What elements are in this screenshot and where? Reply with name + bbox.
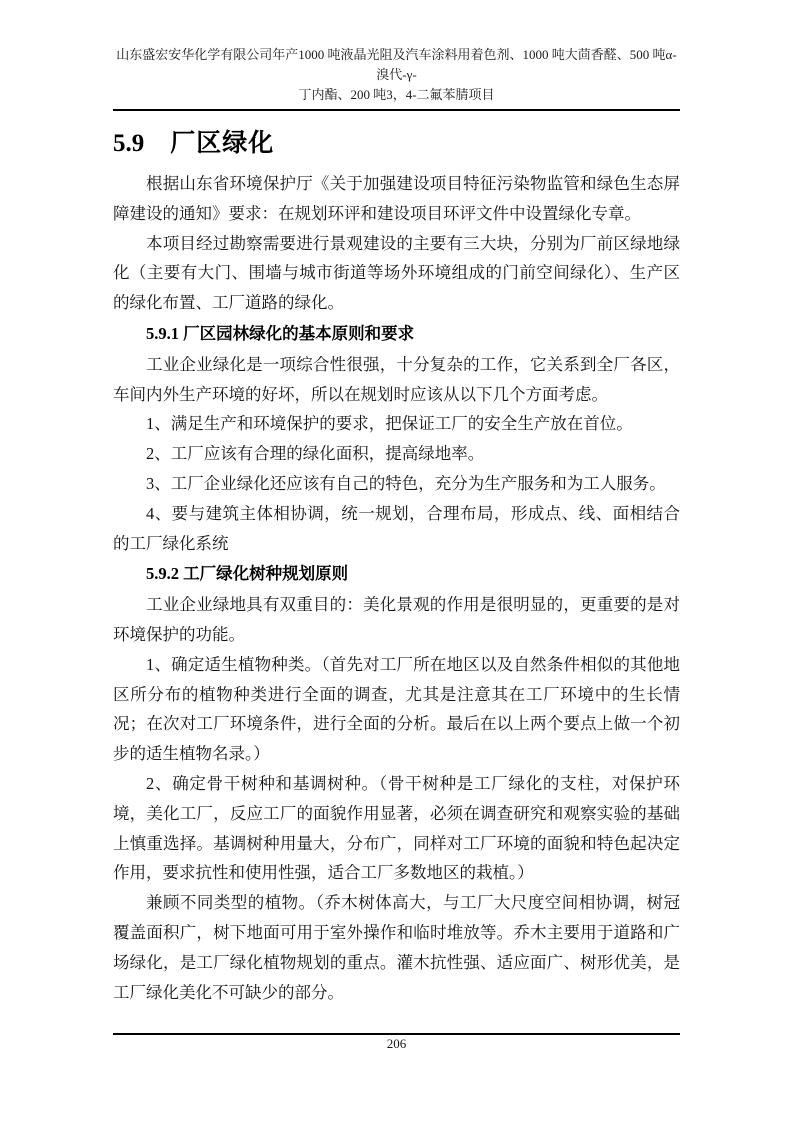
section-title-text: 厂区绿化 xyxy=(170,130,275,157)
running-header-line1: 山东盛宏安华化学有限公司年产1000 吨液晶光阻及汽车涂料用着色剂、1000 吨大茴香醛、500 吨α-溴代-γ- xyxy=(116,47,677,82)
paragraph: 工业企业绿化是一项综合性很强，十分复杂的工作，它关系到全厂各区，车间内外生产环境的好坏，所以在规划时应该从以下几个方面考虑。 xyxy=(113,354,680,404)
running-header xyxy=(113,45,680,111)
paragraph: 工业企业绿地具有双重目的：美化景观的作用是很明显的，更重要的是对环境保护的功能。 xyxy=(113,595,680,644)
list-item: 1、确定适生植物种类。（首先对工厂所在地区以及自然条件相似的其他地区所分布的植物种类进行全面的调查，尤其是注意其在工厂环境中的生长情况；在次对工厂环境条件，进行全面的分析。最后在以上两个要点上做一个初步的适生植物名录。） xyxy=(113,654,680,764)
list-item: 2、确定骨干树种和基调树种。（骨干树种是工厂绿化的支柱，对保护环境，美化工厂，反应工厂的面貌作用显著，必须在调查研究和观察实验的基础上慎重选择。基调树种用量大，分布广，同样对工厂环境的面貌和特色起决定作用，要求抗性和使用性强，适合工厂多数地区的栽植。） xyxy=(113,773,680,883)
section-heading-5-9-2: 5.9.2 工厂绿化树种规划原则 xyxy=(146,564,349,584)
list-item: 3、工厂企业绿化还应该有自己的特色，充分为生产服务和为工人服务。 xyxy=(146,473,666,493)
paragraph: 根据山东省环境保护厅《关于加强建设项目特征污染物监管和绿色生态屏障建设的通知》要求：在规划环评和建设项目环评文件中设置绿化专章。 xyxy=(113,174,680,223)
page-content xyxy=(113,45,680,1007)
list-item: 4、要与建筑主体相协调，统一规划，合理布局，形成点、线、面相结合的工厂绿化系统 xyxy=(113,503,680,553)
section-heading-5-9-1: 5.9.1 厂区园林绿化的基本原则和要求 xyxy=(146,323,415,343)
section-title-number: 5.9 xyxy=(113,130,145,157)
page-number: 206 xyxy=(386,1036,407,1051)
paragraph: 兼顾不同类型的植物。（乔木树体高大，与工厂大尺度空间相协调，树冠覆盖面积广，树下地面可用于室外操作和临时堆放等。乔木主要用于道路和广场绿化，是工厂绿化植物规划的重点。灌木抗性强、适应面广、树形优美，是工厂绿化美化不可缺少的部分。 xyxy=(113,893,680,1002)
running-header-line2: 丁内酯、200 吨3，4-二氟苯腈项目 xyxy=(298,87,495,102)
list-item: 2、工厂应该有合理的绿化面积，提高绿地率。 xyxy=(146,444,485,464)
section-title xyxy=(113,123,680,159)
paragraph: 本项目经过勘察需要进行景观建设的主要有三大块，分别为厂前区绿地绿化（主要有大门、围墙与城市街道等场外环境组成的门前空间绿化）、生产区的绿化布置、工厂道路的绿化。 xyxy=(113,233,680,313)
list-item: 1、满足生产和环境保护的要求，把保证工厂的安全生产放在首位。 xyxy=(146,414,633,434)
page-footer xyxy=(113,1033,680,1053)
